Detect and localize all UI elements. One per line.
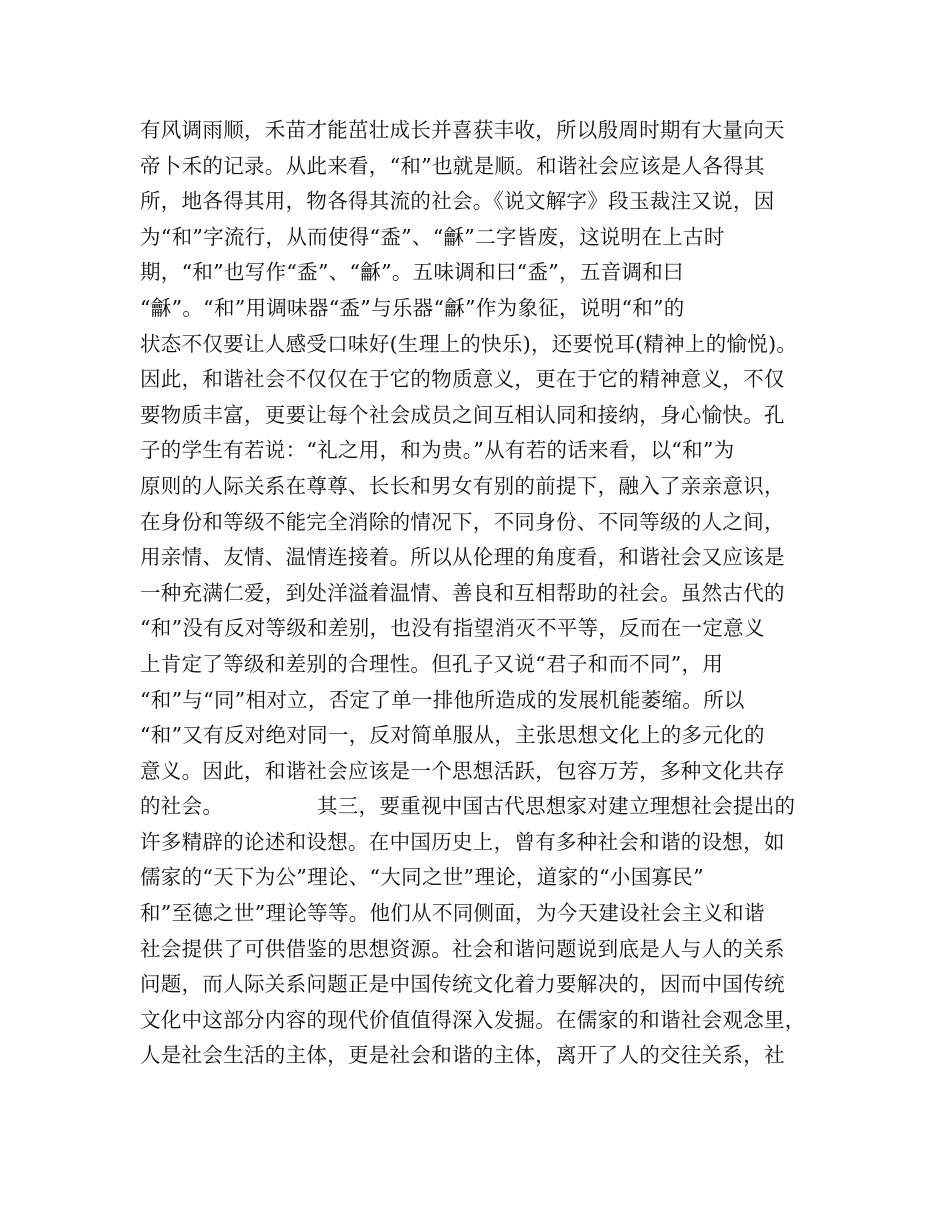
text-line: 所，地各得其用，物各得其流的社会。《说文解字》段玉裁注又说，因 (140, 189, 775, 214)
text-line: 因此，和谐社会不仅仅在于它的物质意义，更在于它的精神意义，不仅 (140, 367, 785, 392)
text-line: 和”至德之世”理论等等。他们从不同侧面，为今天建设社会主义和谐 (140, 901, 765, 926)
text-line: 期，“和”也写作“盉”、“龢”。五味调和曰“盉”，五音调和曰 (140, 260, 684, 285)
text-line: 上肯定了等级和差别的合理性。但孔子又说“君子和而不同”，用 (140, 651, 724, 676)
text-line: “和”与“同”相对立，否定了单一排他所造成的发展机能萎缩。所以 (140, 687, 745, 712)
text-line: 在身份和等级不能完全消除的情况下，不同身份、不同等级的人之间， (140, 509, 785, 534)
text-line: 人是社会生活的主体，更是社会和谐的主体，离开了人的交往关系，社 (140, 1043, 785, 1068)
text-line: “龢”。“和”用调味器“盉”与乐器“龢”作为象征，说明“和”的 (140, 295, 685, 320)
text-line: 要物质丰富，更要让每个社会成员之间互相认同和接纳，身心愉快。孔 (140, 402, 785, 427)
text-line: 意义。因此，和谐社会应该是一个思想活跃，包容万芳，多种文化共存 (140, 758, 785, 783)
text-line: 社会提供了可供借鉴的思想资源。社会和谐问题说到底是人与人的关系 (140, 936, 785, 961)
text-line: 许多精辟的论述和设想。在中国历史上，曾有多种社会和谐的设想，如 (140, 829, 785, 854)
text-line: 的社会。 其三，要重视中国古代思想家对建立理想社会提出的 (140, 794, 796, 819)
text-line: 帝卜禾的记录。从此来看，“和”也就是顺。和谐社会应该是人各得其 (140, 153, 765, 178)
text-line: 儒家的“天下为公”理论、“大同之世”理论，道家的“小国寡民” (140, 865, 704, 890)
text-line: 有风调雨顺，禾苗才能茁壮成长并喜获丰收，所以殷周时期有大量向天 (140, 118, 785, 142)
text-line: 一种充满仁爱，到处洋溢着温情、善良和互相帮助的社会。虽然古代的 (140, 580, 785, 605)
text-line: 文化中这部分内容的现代价值值得深入发掘。在儒家的和谐社会观念里， (140, 1007, 806, 1032)
text-line: 状态不仅要让人感受口味好(生理上的快乐)，还要悦耳(精神上的愉悦)。 (140, 331, 798, 356)
body-text (140, 113, 820, 1074)
text-line: “和”又有反对绝对同一，反对简单服从，主张思想文化上的多元化的 (140, 723, 765, 748)
text-line: 子的学生有若说：“礼之用，和为贵。”从有若的话来看，以“和”为 (140, 438, 735, 463)
text-line: 原则的人际关系在尊尊、长长和男女有别的前提下，融入了亲亲意识， (140, 473, 785, 498)
text-line: 用亲情、友情、温情连接着。所以从伦理的角度看，和谐社会又应该是 (140, 545, 785, 570)
text-line: 问题，而人际关系问题正是中国传统文化着力要解决的，因而中国传统 (140, 972, 785, 997)
text-line: “和”没有反对等级和差别，也没有指望消灭不平等，反而在一定意义 (140, 616, 765, 641)
text-line: 为“和”字流行，从而使得“盉”、“龢”二字皆废，这说明在上古时 (140, 224, 725, 249)
